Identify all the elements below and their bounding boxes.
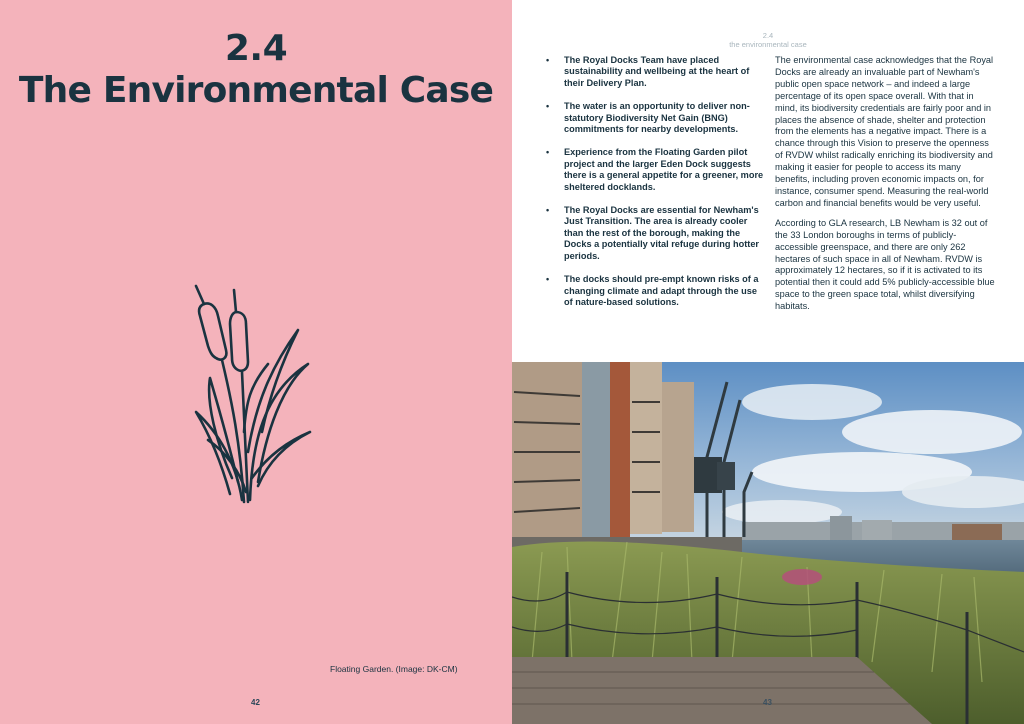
page-number-right: 43 [763, 698, 772, 707]
list-item: • The water is an opportunity to deliver non-statutory Biodiversity Net Gain (BNG) commitments for nearby developments. [534, 101, 766, 135]
reed-icon [186, 282, 316, 508]
section-number: 2.4 [224, 28, 288, 69]
right-page [512, 0, 1024, 724]
running-head [512, 31, 1024, 49]
body-text [775, 55, 997, 321]
floating-garden-photo [512, 362, 1024, 724]
photo-caption: Floating Garden. (Image: DK-CM) [330, 664, 458, 674]
running-head-title: the environmental case [729, 40, 807, 49]
running-head-number: 2.4 [762, 31, 774, 40]
paragraph: According to GLA research, LB Newham is 32 out of the 33 London boroughs in terms of publicly-accessible greenspace, and there are only 262 hectares of such space in all of Newham. RVDW is approximately 12 hectares, so if it is activated to its potential then it could add 5% publicly-accessible blue space to the green space total, whilst diversifying habitats. [775, 217, 995, 312]
list-item: • Experience from the Floating Garden pilot project and the larger Eden Dock suggests there is a general appetite for a greener, more sheltered docklands. [534, 147, 766, 193]
page-title: The Environmental Case [18, 70, 494, 111]
list-item: • The Royal Docks Team have placed sustainability and wellbeing at the heart of their Delivery Plan. [534, 55, 766, 89]
list-item: • The Royal Docks are essential for Newham's Just Transition. The area is already cooler than the rest of the borough, making the Docks a potentially vital refuge during hotter periods. [534, 205, 766, 262]
list-item: • The docks should pre-empt known risks of a changing climate and adapt through the use of nature-based solutions. [534, 274, 766, 308]
paragraph: The environmental case acknowledges that the Royal Docks are already an invaluable part of Newham's public open space network – and indeed a large percentage of its open space overall. With that in mind, its biodiversity credentials are fairly poor and in places the absence of shade, shelter and protection from the elements has a negative impact. There is a chance through this Vision to preserve the openness of RVDW whilst radically enriching its biodiversity and making it easier for people to access its many benefits, including proven economic impacts on, for instance, consumer spend. Measuring the real-world carbon and financial benefits would be very useful. [775, 55, 994, 208]
key-points-list [534, 55, 766, 320]
page-number-left: 42 [251, 698, 260, 707]
